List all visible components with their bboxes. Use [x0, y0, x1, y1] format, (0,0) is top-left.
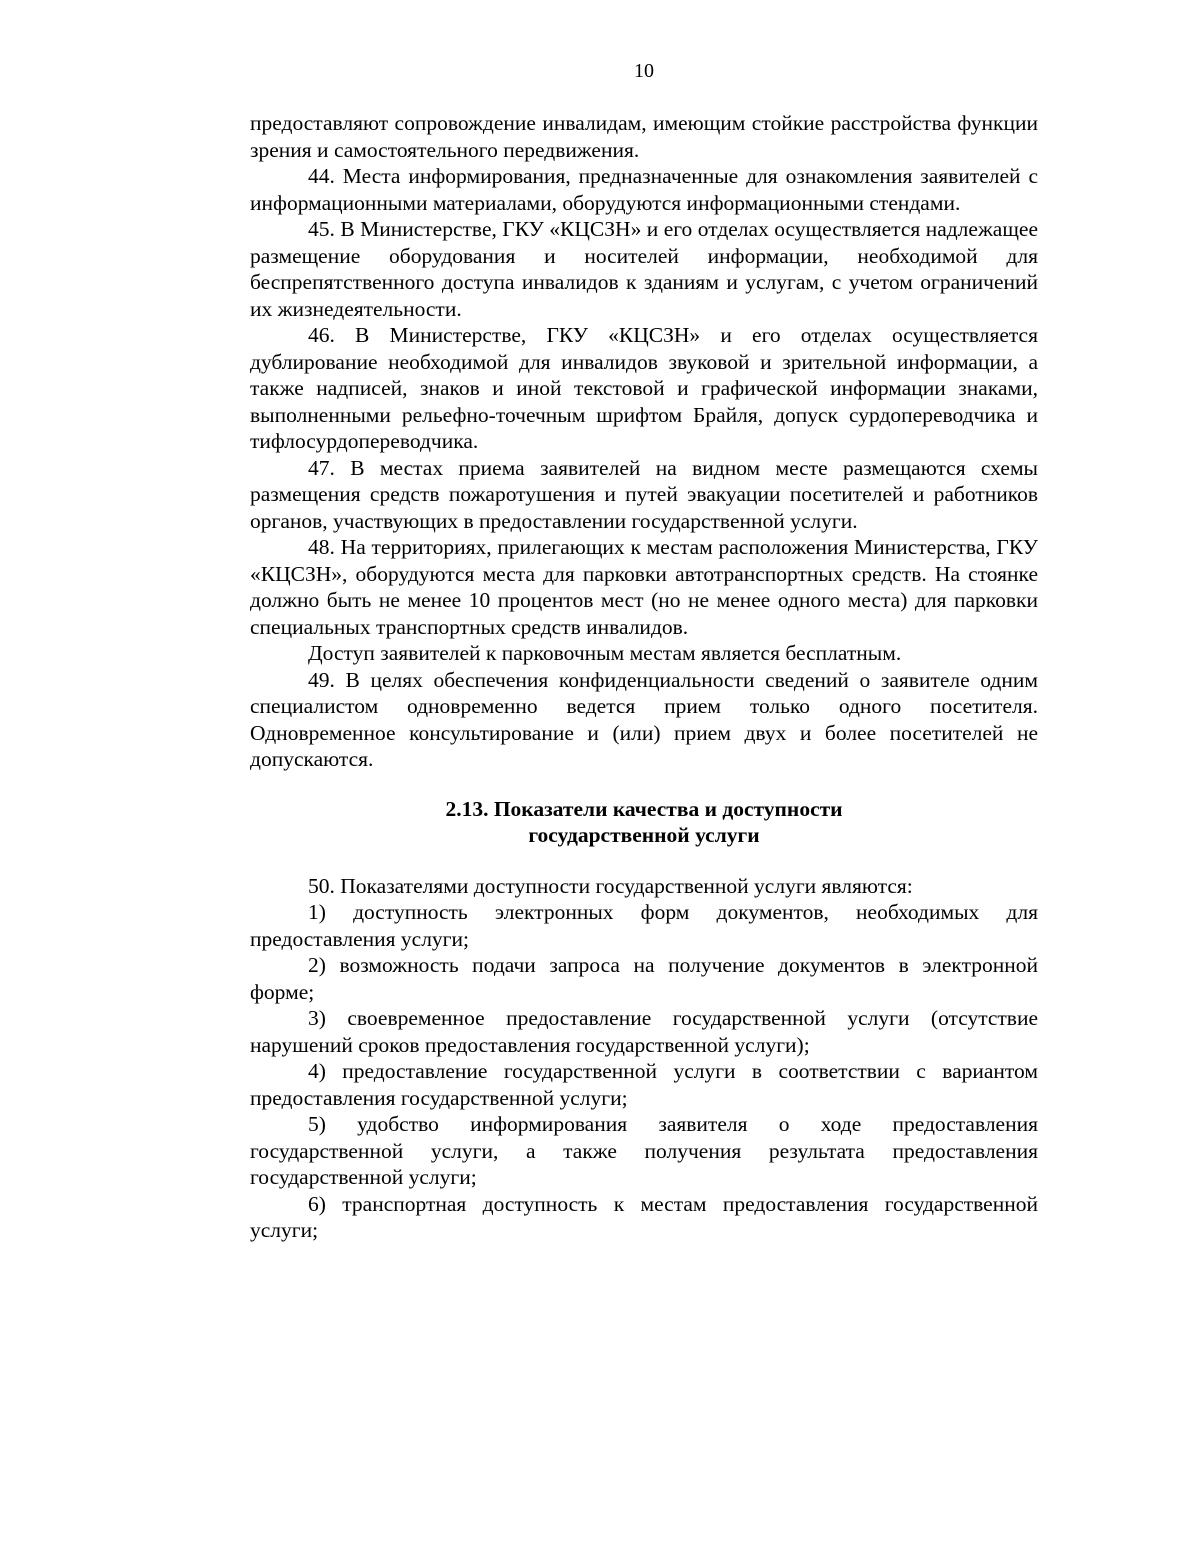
paragraphs-top — [250, 110, 1038, 773]
paragraph: 6) транспортная доступность к местам предоставления государственной услуги; — [250, 1191, 1038, 1242]
paragraph: 44. Места информирования, предназначенные для ознакомления заявителей с информационными материалами, оборудуются информационными стендами. — [250, 164, 1038, 215]
section-heading — [250, 773, 1038, 873]
paragraph: 49. В целях обеспечения конфиденциальности сведений о заявителе одним специалистом одновременно ведется прием только одного посетителя. Одновременное консультирование и (или) прием двух и более посетителей не допускаются. — [250, 667, 1038, 771]
paragraph: 46. В Министерстве, ГКУ «КЦСЗН» и его отделах осуществляется дублирование необходимой для инвалидов звуковой и зрительной информации, а также надписей, знаков и иной текстовой и графической информации знаками, выполненными рельефно-точечным шрифтом Брайля, допуск сурдопереводчика и тифлосурдопереводчика. — [250, 323, 1038, 453]
paragraphs-bottom — [250, 873, 1038, 1244]
paragraph: 48. На территориях, прилегающих к местам расположения Министерства, ГКУ «КЦСЗН», оборудуются места для парковки автотранспортных средств. На стоянке должно быть не менее 10 процентов мест (но не менее одного места) для парковки специальных транспортных средств инвалидов. — [250, 535, 1038, 639]
paragraph: 5) удобство информирования заявителя о ходе предоставления государственной услуги, а также получения результата предоставления государственной услуги; — [250, 1112, 1038, 1189]
paragraph: 45. В Министерстве, ГКУ «КЦСЗН» и его отделах осуществляется надлежащее размещение оборудования и носителей информации, необходимой для беспрепятственного доступа инвалидов к зданиям и услугам, с учетом ограничений их жизнедеятельности. — [250, 217, 1038, 321]
document-body — [250, 110, 1038, 1244]
paragraph: 2) возможность подачи запроса на получение документов в электронной форме; — [250, 953, 1038, 1004]
paragraph: Доступ заявителей к парковочным местам является бесплатным. — [308, 641, 902, 665]
paragraph: 50. Показателями доступности государственной услуги являются: — [308, 873, 913, 898]
paragraph: 47. В местах приема заявителей на видном месте размещаются схемы размещения средств пожаротушения и путей эвакуации посетителей и работников органов, участвующих в предоставлении государственной услуги. — [250, 455, 1038, 533]
page-number: 10 — [634, 60, 654, 82]
paragraph: предоставляют сопровождение инвалидам, имеющим стойкие расстройства функции зрения и самостоятельного передвижения. — [250, 111, 1038, 162]
section-heading-line-1: 2.13. Показатели качества и доступности — [445, 796, 843, 821]
section-heading-line-2: государственной услуги — [528, 823, 760, 847]
paragraph: 4) предоставление государственной услуги в соответствии с вариантом предоставления государственной услуги; — [250, 1059, 1038, 1110]
paragraph: 3) своевременное предоставление государственной услуги (отсутствие нарушений сроков предоставления государственной услуги); — [250, 1006, 1038, 1057]
paragraph: 1) доступность электронных форм документов, необходимых для предоставления услуги; — [250, 900, 1038, 951]
